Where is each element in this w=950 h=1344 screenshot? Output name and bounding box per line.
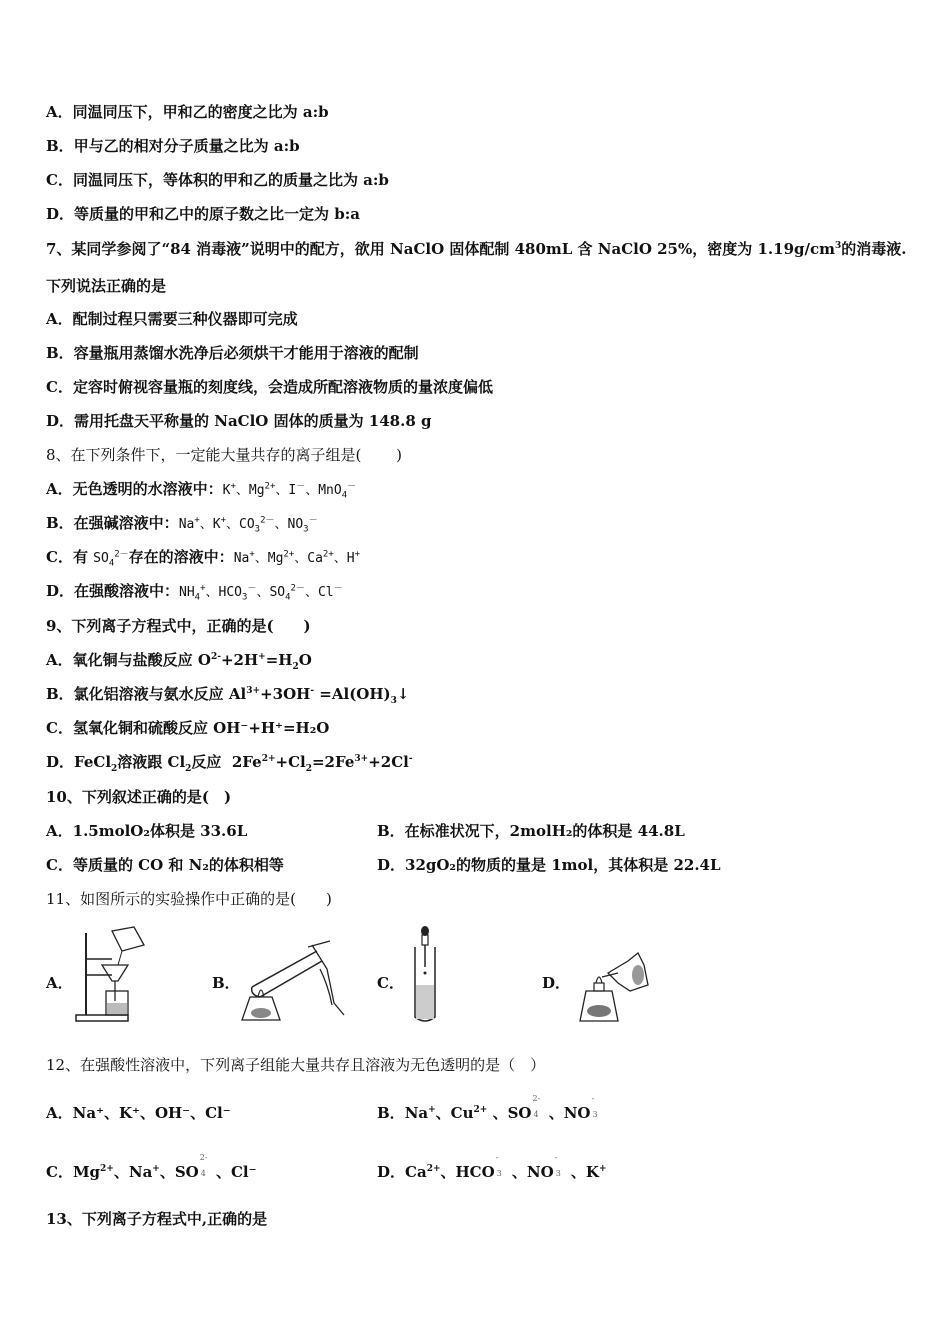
q9-stem: 9、下列离子方程式中，正确的是( ) — [46, 617, 311, 635]
q10-option-b: B．在标准状况下，2molH₂的体积是 44.8L — [377, 822, 685, 840]
q12-option-b: B．Na+、$Cu^{2+}$ 、SO 2- 4 、NO - 3 — [377, 1094, 598, 1122]
q8-option-c: C．有 $SO_4^{2-}$存在的溶液中：Na+、$Mg^{2+}$、$Ca^{2+}$、H+ — [46, 548, 361, 569]
q7-stem-line2: 下列说法正确的是 — [46, 277, 167, 295]
q11-label-c: C． — [377, 974, 404, 992]
q9-option-c: C．氢氧化铜和硫酸反应 OH⁻+H⁺=H₂O — [46, 719, 330, 737]
q12-option-d: D．$Ca^{2+}$、HCO - 3 、NO - 3 、K+ — [377, 1153, 607, 1181]
q7-stem-line1: 7、某同学参阅了“84 消毒液”说明中的配方，欲用 NaClO 固体配制 480mL 含 NaClO 25%，密度为 $1.19g/cm^3$的消毒液. — [46, 240, 907, 258]
q10-option-c: C．等质量的 CO 和 N₂的体积相等 — [46, 856, 284, 874]
q9-option-d: D．FeCl$_2$溶液跟 $Cl_2$反应 $2Fe^{2+}+Cl_2=2Fe^{3+}+2Cl^-$ — [46, 753, 413, 774]
q7-option-b: B．容量瓶用蒸馏水洗净后必须烘干才能用于溶液的配制 — [46, 344, 419, 362]
q11-label-b: B． — [212, 974, 240, 992]
q12-option-a: A．Na⁺、K⁺、OH⁻、Cl⁻ — [46, 1104, 231, 1122]
q8-option-a: A．无色透明的水溶液中：K+、$Mg^{2+}$、I－、MnO$_4$－ — [46, 480, 357, 501]
q6-option-b: B．甲与乙的相对分子质量之比为 a:b — [46, 137, 300, 155]
q8-option-d: D．在强酸溶液中：$NH_4^+$、$HCO_3^-$、$SO_4^{2-}$、Cl－ — [46, 582, 343, 603]
q9-option-a: A．氧化铜与盐酸反应 $O^{2-}+2H^+=H_2O$ — [46, 651, 312, 672]
q11-stem: 11、如图所示的实验操作中正确的是( ) — [46, 890, 332, 908]
q6-option-c: C．同温同压下，等体积的甲和乙的质量之比为 a:b — [46, 171, 389, 189]
q7-option-c: C．定容时俯视容量瓶的刻度线，会造成所配溶液物质的量浓度偏低 — [46, 378, 493, 396]
q9-option-b: B．氯化铝溶液与氨水反应 $Al^{3+}+3OH^-$ $=Al(OH)_3↓$ — [46, 685, 410, 706]
q8-option-b: B．在强碱溶液中：Na+、K+、$CO_3^{2-}$、$NO_3^-$ — [46, 514, 318, 535]
filtration-apparatus-figure — [72, 925, 162, 1025]
q6-option-d: D．等质量的甲和乙中的原子数之比一定为 b:a — [46, 205, 360, 223]
lighting-alcohol-lamp-figure — [572, 925, 652, 1025]
q13-stem: 13、下列离子方程式中,正确的是 — [46, 1210, 268, 1228]
q12-option-c: C．$Mg^{2+}$、Na+、SO 2- 4 、Cl⁻ — [46, 1153, 257, 1181]
q11-label-d: D． — [542, 974, 571, 992]
q10-option-a: A．1.5molO₂体积是 33.6L — [46, 822, 248, 840]
q6-option-a: A．同温同压下，甲和乙的密度之比为 a:b — [46, 103, 329, 121]
dropper-test-tube-figure — [405, 925, 445, 1025]
q7-option-a: A．配制过程只需要三种仪器即可完成 — [46, 310, 298, 328]
q10-option-d: D．32gO₂的物质的量是 1mol，其体积是 22.4L — [377, 856, 721, 874]
q11-label-a: A． — [46, 974, 73, 992]
heating-test-tube-figure — [232, 925, 352, 1025]
q12-stem: 12、在强酸性溶液中，下列离子组能大量共存且溶液为无色透明的是（ ） — [46, 1056, 546, 1074]
q10-stem: 10、下列叙述正确的是( ) — [46, 788, 232, 806]
q8-stem: 8、在下列条件下，一定能大量共存的离子组是( ) — [46, 446, 403, 464]
q7-option-d: D．需用托盘天平称量的 NaClO 固体的质量为 148.8 g — [46, 412, 432, 430]
